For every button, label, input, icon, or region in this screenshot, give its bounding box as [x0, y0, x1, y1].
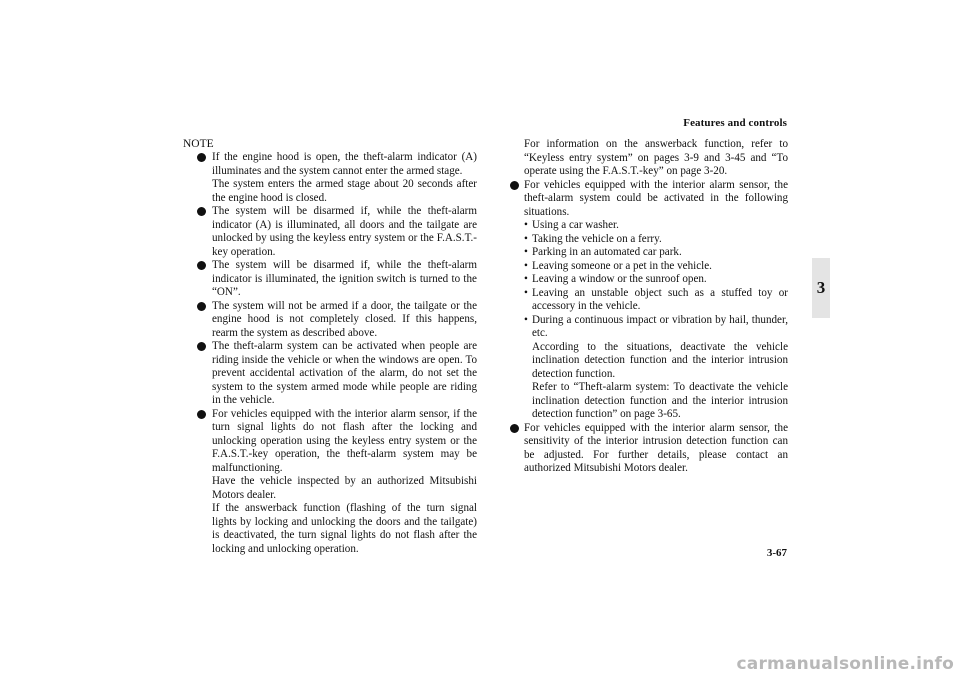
note-item: [510, 422, 788, 476]
page-number: 3-67: [766, 547, 787, 559]
situation-list-item: • During a continuous impact or vibration by hail, thunder, etc.: [524, 313, 788, 339]
note-item: [183, 151, 477, 205]
bullet-icon: [197, 207, 206, 216]
note-text: The system will be disarmed if, while the theft-alarm indicator is illuminated, the ignition switch is turned to the “ON”.: [212, 259, 477, 298]
dot-icon: •: [524, 219, 528, 231]
answerback-reference-text: For information on the answerback function, refer to “Keyless entry system” on pages 3-9 and 3-45 and “To operate using the F.A.S.T.-key” on page 3-20.: [524, 138, 788, 177]
note-item: [183, 340, 477, 408]
note-item: [183, 205, 477, 259]
situation-list-item: • Parking in an automated car park.: [524, 246, 682, 258]
note-item: [183, 259, 477, 300]
note-text: The theft-alarm system can be activated when people are riding inside the vehicle or when the windows are open. To prevent accidental activation of the alarm, do not set the system to the system armed mode while people are riding in the vehicle.: [212, 340, 477, 406]
bullet-icon: [197, 302, 206, 311]
bullet-icon: [197, 342, 206, 351]
bullet-icon: [197, 410, 206, 419]
note-text: If the engine hood is open, the theft-alarm indicator (A) illuminates and the system cannot enter the armed stage.: [212, 151, 477, 177]
dot-icon: •: [524, 232, 528, 245]
dot-icon: •: [524, 313, 528, 326]
note-text: The system enters the armed stage about 20 seconds after the engine hood is closed.: [212, 178, 477, 204]
note-item: [183, 300, 477, 341]
situation-list-item: • Taking the vehicle on a ferry.: [524, 232, 662, 245]
bullet-icon: [197, 261, 206, 270]
note-item: [183, 408, 477, 557]
bullet-icon: [197, 153, 206, 162]
deactivate-instruction-text: According to the situations, deactivate the vehicle inclination detection function and the interior intrusion detection function.: [532, 340, 788, 380]
bullet-icon: [510, 181, 519, 190]
note-item: [510, 179, 788, 422]
note-text: The system will be disarmed if, while the theft-alarm indicator (A) is illuminated, all doors and the tailgate are unlocked by using the keyless entry system or the F.A.S.T.-key operation.: [212, 205, 477, 258]
bullet-icon: [510, 424, 519, 433]
note-title: NOTE: [183, 138, 214, 150]
left-column: [183, 138, 477, 556]
note-text: Have the vehicle inspected by an authorized Mitsubishi Motors dealer.: [212, 475, 477, 501]
dot-icon: •: [524, 273, 528, 285]
situation-list-item: • Leaving an unstable object such as a stuffed toy or accessory in the vehicle.: [524, 286, 788, 312]
right-column: [510, 138, 788, 476]
dot-icon: •: [524, 286, 528, 299]
note-text: If the answerback function (flashing of the turn signal lights by locking and unlocking the doors and the tailgate) is deactivated, the turn signal lights do not flash after the locking and unlocking operation.: [212, 502, 477, 555]
situation-list-item: • Leaving someone or a pet in the vehicle.: [524, 259, 712, 272]
dot-icon: •: [524, 246, 528, 258]
dot-icon: •: [524, 259, 528, 272]
note-text: For vehicles equipped with the interior alarm sensor, the sensitivity of the interior intrusion detection function can be adjusted. For further details, please contact an authorized Mitsubishi Motors dealer.: [524, 421, 788, 474]
note-text: For vehicles equipped with the interior alarm sensor, if the turn signal lights do not flash after the locking and unlocking operation using the keyless entry system or the F.A.S.T.-key operation, the theft-alarm system may be malfunctioning.: [212, 407, 477, 474]
watermark-logo: carmanualsonline.info: [736, 654, 954, 674]
situation-list-item: • Using a car washer.: [524, 219, 619, 231]
reference-text: Refer to “Theft-alarm system: To deactivate the vehicle inclination detection function and the interior intrusion detection function” on page 3-65.: [532, 381, 788, 420]
note-text: For vehicles equipped with the interior alarm sensor, the theft-alarm system could be activated in the following situations.: [524, 178, 788, 218]
page-header-title: Features and controls: [683, 117, 787, 129]
chapter-tab: 3: [812, 258, 830, 318]
note-text: The system will not be armed if a door, the tailgate or the engine hood is not completely closed. If this happens, rearm the system as described above.: [212, 299, 477, 339]
situation-list-item: • Leaving a window or the sunroof open.: [524, 273, 707, 285]
